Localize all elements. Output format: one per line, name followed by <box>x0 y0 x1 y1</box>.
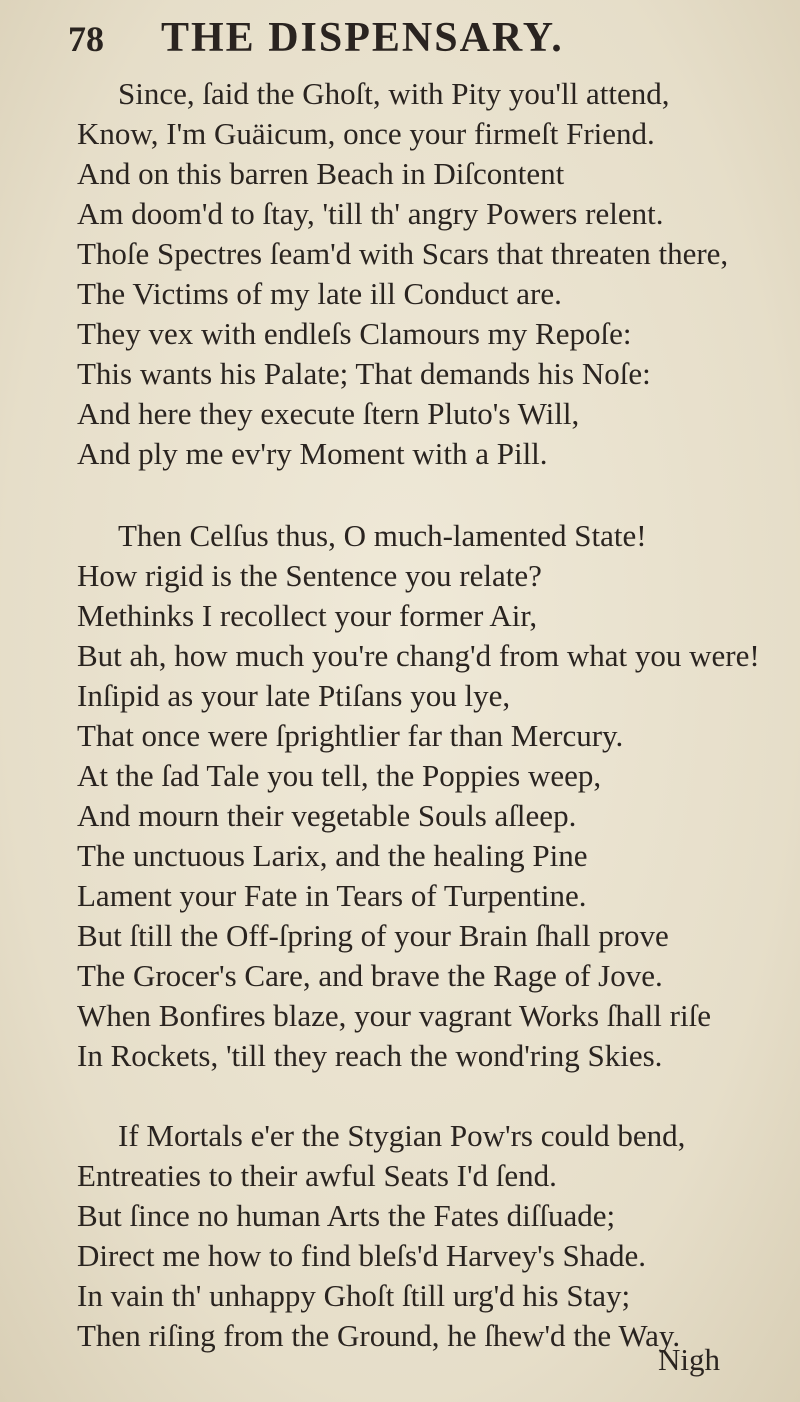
verse-line: The Grocer's Care, and brave the Rage of Jove. <box>77 958 663 993</box>
running-head: THE DISPENSARY. <box>161 15 564 61</box>
verse-line: Thoſe Spectres ſeam'd with Scars that threaten there, <box>77 236 729 271</box>
verse-line: Inſipid as your late Ptiſans you lye, <box>77 678 511 713</box>
verse-line: If Mortals e'er the Stygian Pow'rs could bend, <box>118 1118 686 1153</box>
verse-line: Direct me how to find bleſs'd Harvey's Shade. <box>77 1238 647 1273</box>
verse-line: And here they execute ſtern Pluto's Will, <box>77 396 580 431</box>
verse-line: The Victims of my late ill Conduct are. <box>77 276 562 311</box>
verse-line: Entreaties to their awful Seats I'd ſend. <box>77 1158 557 1193</box>
verse-line: That once were ſprightlier far than Mercury. <box>77 718 624 753</box>
verse-line: And ply me ev'ry Moment with a Pill. <box>77 436 548 471</box>
verse-line: Am doom'd to ſtay, 'till th' angry Powers relent. <box>77 196 664 231</box>
verse-line: Know, I'm Guäicum, once your firmeſt Friend. <box>77 116 655 151</box>
verse-line: Since, ſaid the Ghoſt, with Pity you'll attend, <box>118 76 670 111</box>
verse-line: In Rockets, 'till they reach the wond'ring Skies. <box>77 1038 663 1073</box>
verse-line: Then Celſus thus, O much-lamented State! <box>118 518 647 553</box>
verse-line: Methinks I recollect your former Air, <box>77 598 538 633</box>
verse-line: But ſince no human Arts the Fates diſſuade; <box>77 1198 616 1233</box>
verse-line: At the ſad Tale you tell, the Poppies weep, <box>77 758 602 793</box>
page-number: 78 <box>68 19 104 59</box>
verse-line: This wants his Palate; That demands his Noſe: <box>77 356 651 391</box>
verse-line: They vex with endleſs Clamours my Repoſe: <box>77 316 632 351</box>
verse-line: Then riſing from the Ground, he ſhew'd the Way. <box>77 1318 681 1353</box>
verse-line: The unctuous Larix, and the healing Pine <box>77 838 588 873</box>
verse-line: When Bonfires blaze, your vagrant Works ſhall riſe <box>77 998 711 1033</box>
verse-line: But ah, how much you're chang'd from what you were! <box>77 638 760 673</box>
verse-line: Lament your Fate in Tears of Turpentine. <box>77 878 587 913</box>
catchword: Nigh <box>658 1342 720 1377</box>
verse-line: And mourn their vegetable Souls aſleep. <box>77 798 577 833</box>
verse-line: But ſtill the Off-ſpring of your Brain ſhall prove <box>77 918 669 953</box>
verse-line: How rigid is the Sentence you relate? <box>77 558 542 593</box>
verse-line: In vain th' unhappy Ghoſt ſtill urg'd his Stay; <box>77 1278 631 1313</box>
page-header <box>58 10 758 68</box>
verse-line: And on this barren Beach in Diſcontent <box>77 156 565 191</box>
